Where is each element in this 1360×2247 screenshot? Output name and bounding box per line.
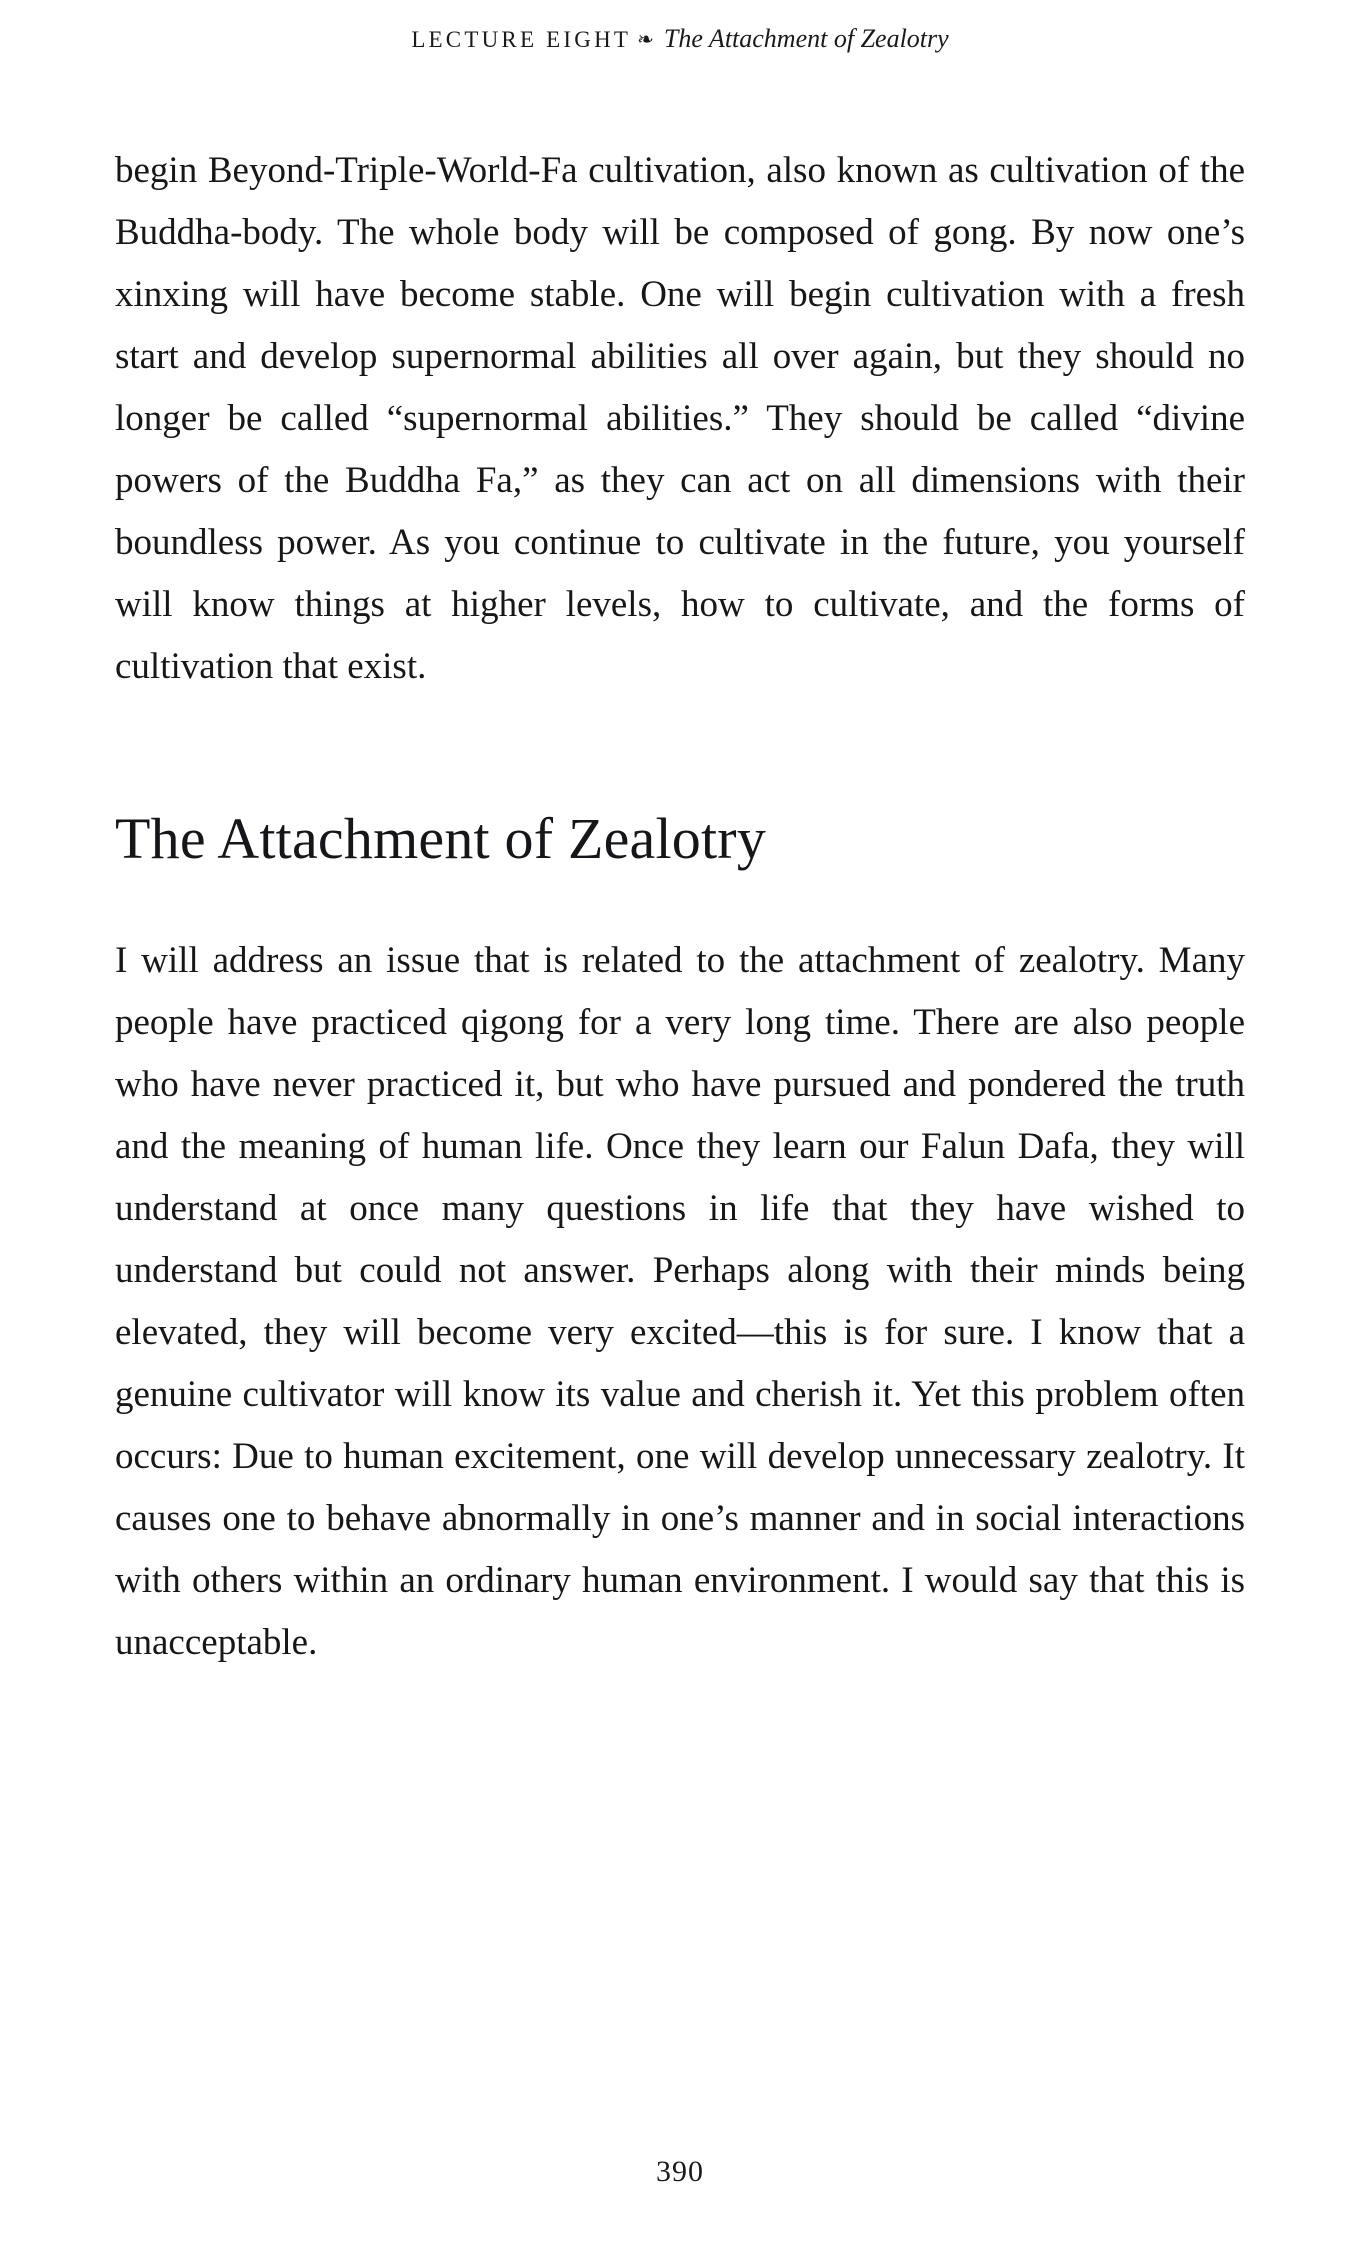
page-number: 390 — [656, 2155, 704, 2188]
paragraph-zealotry: I will address an issue that is related to the attachment of zealotry. Many people have practiced qigong for a very long time. There are also people who have never practiced it, but who have pursued and pondered the truth and the meaning of human life. Once they learn our Falun Dafa, they will understand at once many questions in life that they have wished to understand but could not answer. Perhaps along with their minds being elevated, they will become very excited—this is for sure. I know that a genuine cultivator will know its value and cherish it. Yet this problem often occurs: Due to human excitement, one will develop unnecessary zealotry. It causes one to behave abnormally in one’s manner and in social interactions with others within an ordinary human environment. I would say that this is unacceptable. — [115, 940, 1245, 1663]
paragraph-continuation: begin Beyond-Triple-World-Fa cultivation, also known as cultivation of the Buddha-body. The whole body will be composed of gong. By now one’s xinxing will have become stable. One will begin cultivation with a fresh start and develop supernormal abilities all over again, but they should no longer be called “supernormal abilities.” They should be called “divine powers of the Buddha Fa,” as they can act on all dimensions with their boundless power. As you continue to cultivate in the future, you yourself will know things at higher levels, how to cultivate, and the forms of cultivation that exist. — [115, 150, 1245, 687]
running-head-lecture-label: LECTURE EIGHT — [411, 27, 632, 52]
section-heading: The Attachment of Zealotry — [115, 806, 767, 871]
page-body — [115, 140, 1245, 1674]
running-head-title: The Attachment of Zealotry — [663, 24, 949, 53]
running-head — [0, 24, 1360, 54]
leaf-ornament-icon: ❧ — [637, 29, 654, 51]
